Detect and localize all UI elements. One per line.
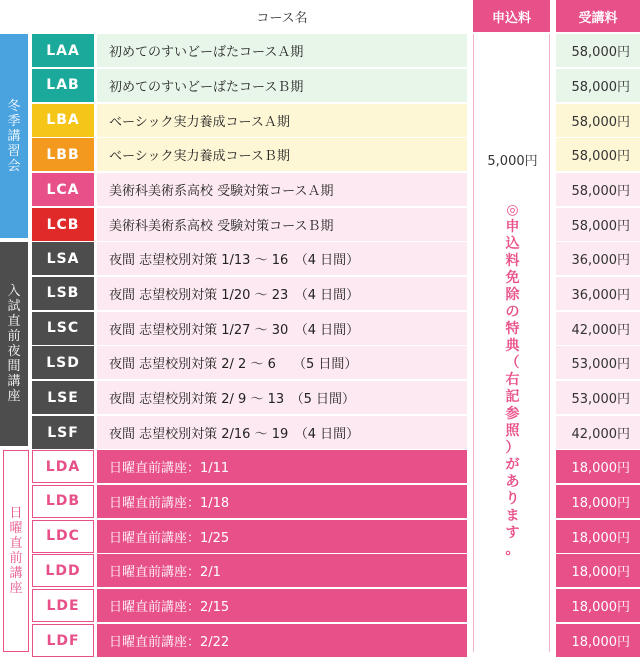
course-name: 初めてのすいどーばたコースＢ期 (97, 69, 467, 102)
course-name: 日曜直前講座：2/15 (97, 589, 467, 622)
fee-note-char: が (505, 457, 520, 473)
header-tuition: 受講料 (556, 0, 640, 32)
group-label-char: 直 (9, 536, 23, 551)
course-name: 夜間 志望校別対策 2/16 ～ 19 （4 日間） (97, 416, 467, 449)
fee-note-char: 申 (505, 219, 520, 235)
course-code: LBA (32, 104, 94, 137)
group-sunday-course (3, 450, 29, 652)
fee-exemption-note (474, 202, 551, 559)
group-label-char: 講 (7, 374, 21, 389)
header-fee: 申込料 (473, 0, 550, 32)
fee-note-char: あ (505, 474, 520, 490)
course-price: 58,000円 (556, 104, 640, 137)
course-code: LDB (32, 485, 94, 518)
course-name: ベーシック実力養成コースＡ期 (97, 104, 467, 137)
course-code: LDA (32, 450, 94, 483)
course-code: LSA (32, 242, 94, 275)
group-label-char: 日 (9, 506, 23, 521)
course-name: ベーシック実力養成コースＢ期 (97, 138, 467, 171)
course-price: 58,000円 (556, 69, 640, 102)
fee-column (473, 34, 550, 652)
course-name: 夜間 志望校別対策 1/20 ～ 23 （4 日間） (97, 277, 467, 310)
course-name: 初めてのすいどーばたコースＡ期 (97, 34, 467, 67)
group-label-char: 試 (7, 299, 21, 314)
group-label-char: 入 (7, 284, 21, 299)
header-course-name: コース名 (256, 10, 308, 26)
group-label-char: 夜 (7, 344, 21, 359)
group-label-char: 習 (7, 143, 21, 159)
course-code: LCB (32, 208, 94, 241)
course-code: LSF (32, 416, 94, 449)
fee-note-char: ◎ (506, 202, 519, 218)
course-code: LDC (32, 520, 94, 553)
course-price: 42,000円 (556, 312, 640, 345)
course-name: 夜間 志望校別対策 2/ 2 ～ 6 （5 日間） (97, 346, 467, 379)
course-name: 夜間 志望校別対策 1/13 ～ 16 （4 日間） (97, 242, 467, 275)
fee-note-char: 免 (505, 270, 520, 286)
course-code: LSC (32, 312, 94, 345)
group-label-char: 座 (7, 389, 21, 404)
course-code: LBB (32, 138, 94, 171)
course-code: LSE (32, 381, 94, 414)
group-winter-course (0, 34, 28, 238)
course-price: 58,000円 (556, 208, 640, 241)
course-price: 53,000円 (556, 381, 640, 414)
fee-note-char: 典 (505, 338, 520, 354)
fee-note-char: 込 (505, 236, 520, 252)
fee-note-char: り (505, 491, 520, 507)
fee-note-char: 。 (505, 542, 520, 558)
course-price: 58,000円 (556, 138, 640, 171)
course-price: 18,000円 (556, 485, 640, 518)
group-label-char: 前 (7, 329, 21, 344)
course-code: LSB (32, 277, 94, 310)
course-name: 日曜直前講座：2/22 (97, 624, 467, 657)
group-label-char: 季 (7, 113, 21, 129)
group-label-char: 座 (9, 581, 23, 596)
fee-note-char: ） (505, 440, 520, 456)
fee-note-char: の (505, 304, 520, 320)
course-price: 53,000円 (556, 346, 640, 379)
fee-note-char: 特 (505, 321, 520, 337)
course-code: LDE (32, 589, 94, 622)
fee-note-char: 右 (505, 372, 520, 388)
course-name: 日曜直前講座：1/18 (97, 485, 467, 518)
course-code: LAB (32, 69, 94, 102)
fee-note-char: （ (505, 355, 520, 371)
course-price: 42,000円 (556, 416, 640, 449)
group-label-char: 冬 (7, 98, 21, 114)
fee-note-char: ま (505, 508, 520, 524)
course-name: 日曜直前講座：1/25 (97, 520, 467, 553)
course-name: 美術科美術系高校 受験対策コースＢ期 (97, 208, 467, 241)
course-price: 58,000円 (556, 173, 640, 206)
course-code: LCA (32, 173, 94, 206)
course-code: LDD (32, 554, 94, 587)
course-code: LDF (32, 624, 94, 657)
fee-amount: 5,000円 (487, 154, 538, 169)
group-label-char: 曜 (9, 521, 23, 536)
group-label-char: 直 (7, 314, 21, 329)
course-name: 夜間 志望校別対策 1/27 ～ 30 （4 日間） (97, 312, 467, 345)
course-price: 18,000円 (556, 589, 640, 622)
fee-note-char: 記 (505, 389, 520, 405)
course-price: 18,000円 (556, 554, 640, 587)
fee-note-char: 照 (505, 423, 520, 439)
course-code: LSD (32, 346, 94, 379)
group-label-char: 会 (7, 158, 21, 174)
course-price: 18,000円 (556, 520, 640, 553)
group-night-exam-course (0, 242, 28, 446)
fee-note-char: 除 (505, 287, 520, 303)
course-code: LAA (32, 34, 94, 67)
group-label-char: 講 (9, 566, 23, 581)
course-price: 36,000円 (556, 242, 640, 275)
course-name: 日曜直前講座：2/1 (97, 554, 467, 587)
fee-note-char: す (505, 525, 520, 541)
course-price: 18,000円 (556, 624, 640, 657)
course-price: 58,000円 (556, 34, 640, 67)
course-price: 36,000円 (556, 277, 640, 310)
course-name: 美術科美術系高校 受験対策コースＡ期 (97, 173, 467, 206)
group-label-char: 前 (9, 551, 23, 566)
group-label-char: 間 (7, 359, 21, 374)
group-label-char: 講 (7, 128, 21, 144)
course-price: 18,000円 (556, 450, 640, 483)
course-name: 日曜直前講座：1/11 (97, 450, 467, 483)
course-name: 夜間 志望校別対策 2/ 9 ～ 13 （5 日間） (97, 381, 467, 414)
fee-note-char: 料 (505, 253, 520, 269)
fee-note-char: 参 (505, 406, 520, 422)
